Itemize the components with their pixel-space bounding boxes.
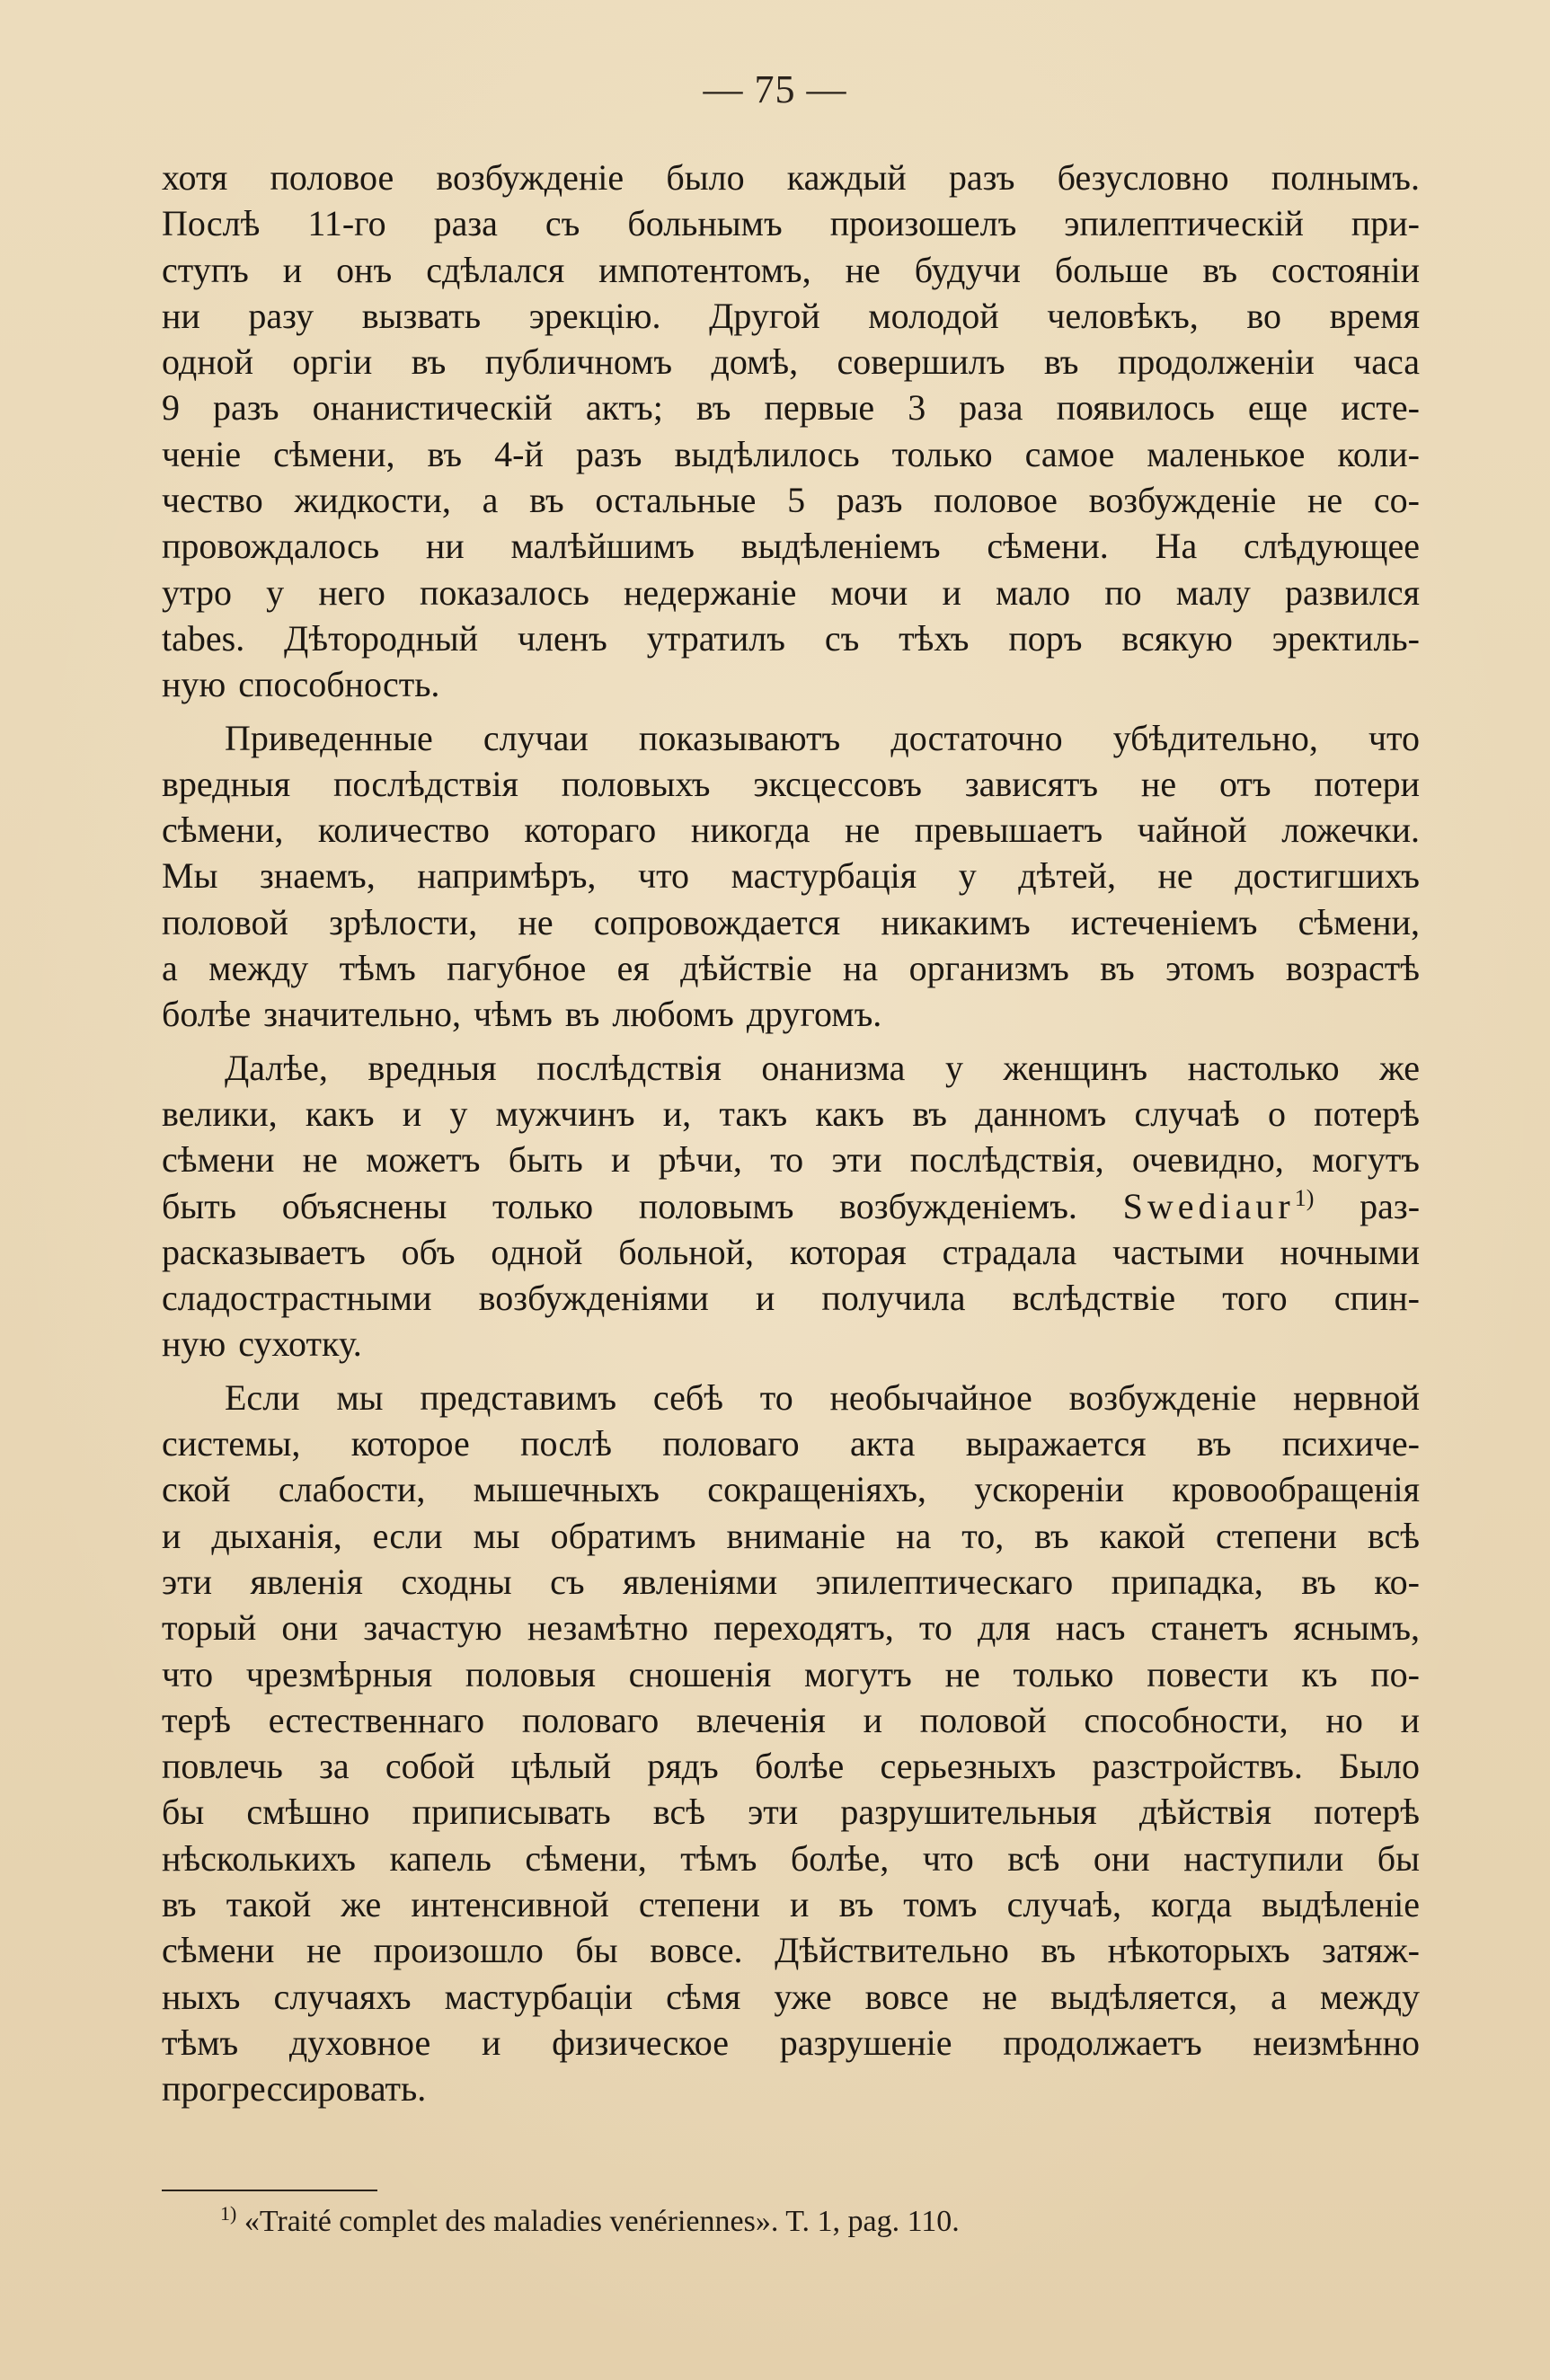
text-line: сѣмени, количество котораго никогда не превышаетъ чайной ложечки. (162, 810, 1420, 851)
text-line: 9 разъ онанистическій актъ; въ первые 3 раза появилось еще исте- (162, 387, 1420, 429)
text-line: tabes. Дѣторoдный членъ утратилъ съ тѣхъ поръ всякую эректиль- (162, 617, 1420, 659)
footnote-reference[interactable]: 1) (1294, 1184, 1315, 1211)
text-line: ступъ и онъ сдѣлался импотентомъ, не будучи больше въ состояніи (162, 249, 1420, 290)
text-line: хотя половое возбужденіе было каждый разъ безусловно полнымъ. (162, 157, 1420, 198)
text-line: провождалось ни малѣйшимъ выдѣленіемъ сѣмени. На слѣдующее (162, 526, 1420, 567)
text-line: нѣсколькихъ капель сѣмени, тѣмъ болѣе, что всѣ они наступили бы (162, 1837, 1420, 1879)
footnote-text: «Traité complet des maladies venériennes». T. 1, pag. 110. (244, 2205, 960, 2238)
paragraph-2 (162, 715, 1420, 1038)
page-number: — 75 — (703, 67, 847, 111)
text-line: прогрессировать. (162, 2068, 427, 2110)
text-line: чество жидкости, а въ остальные 5 разъ половое возбужденіе не со- (162, 480, 1420, 521)
author-name: Swediaur (1122, 1185, 1295, 1226)
text-line: ную способность. (162, 664, 440, 705)
text-line: Если мы представимъ себѣ то необычайное возбужденіе нервной (225, 1376, 1420, 1418)
text-line: ской слабости, мышечныхъ сокращеніяхъ, ускореніи кровообращенія (162, 1469, 1420, 1510)
text-line: ную сухотку. (162, 1323, 362, 1365)
text-line: сѣмени не произошло бы вовсе. Дѣйствительно въ нѣкоторыхъ затяж- (162, 1930, 1420, 1971)
text-line: терѣ естественнаго половаго влеченія и половой способности, но и (162, 1699, 1420, 1740)
footnote-mark: 1) (220, 2202, 237, 2225)
text-line: одной оргіи въ публичномъ домѣ, совершилъ въ продолженіи часа (162, 341, 1420, 383)
text-line: бы смѣшно приписывать всѣ эти разрушительныя дѣйствія потерѣ (162, 1792, 1420, 1833)
text-line: и дыханія, если мы обратимъ вниманіе на то, въ какой степени всѣ (162, 1515, 1420, 1556)
paragraph-4 (162, 1375, 1420, 2112)
text-line: тѣмъ духовное и физическое разрушеніе продолжаетъ неизмѣнно (162, 2022, 1420, 2063)
text-line-with-author (162, 1183, 1420, 1229)
text-line: торый они зачастую незамѣтно переходятъ, то для насъ станетъ яснымъ, (162, 1607, 1420, 1649)
text-line: Мы знаемъ, напримѣръ, что мастурбація у дѣтей, не достигшихъ (162, 855, 1420, 897)
text-line: повлечь за собой цѣлый рядъ болѣе серьезныхъ разстройствъ. Было (162, 1746, 1420, 1787)
text-segment: раз- (1360, 1185, 1420, 1226)
text-segment: быть объяснены только половымъ возбужденіемъ. (162, 1185, 1077, 1226)
text-line: сѣмени не можетъ быть и рѣчи, то эти послѣдствія, очевидно, могутъ (162, 1139, 1420, 1181)
text-line: а между тѣмъ пагубное ея дѣйствіе на организмъ въ этомъ возрастѣ (162, 948, 1420, 989)
text-line: ныхъ случаяхъ мастурбаціи сѣмя уже вовсе не выдѣляется, а между (162, 1976, 1420, 2017)
paragraph-1 (162, 155, 1420, 708)
text-line: Далѣе, вредныя послѣдствія онанизма у женщинъ настолько же (225, 1047, 1420, 1088)
text-line: системы, которое послѣ половаго акта выражается въ психиче- (162, 1423, 1420, 1464)
text-line: вредныя послѣдствія половыхъ эксцессовъ зависятъ не отъ потери (162, 763, 1420, 804)
text-line: эти явленія сходны съ явленіями эпилептическаго припадка, въ ко- (162, 1561, 1420, 1602)
footnote-divider (162, 2190, 377, 2191)
paragraph-3 (162, 1045, 1420, 1367)
text-line: велики, какъ и у мужчинъ и, такъ какъ въ данномъ случаѣ о потерѣ (162, 1093, 1420, 1134)
body-text (162, 155, 1420, 2111)
text-line: сладострастными возбужденіями и получила вслѣдствіе того спин- (162, 1278, 1420, 1319)
footnote (220, 2201, 960, 2243)
text-line: утро у него показалось недержаніе мочи и мало по малу развился (162, 571, 1420, 613)
text-line: ни разу вызвать эрекцію. Другой молодой человѣкъ, во время (162, 295, 1420, 336)
text-line: Приведенные случаи показываютъ достаточно убѣдительно, что (225, 717, 1420, 758)
text-line: болѣе значительно, чѣмъ въ любомъ другомъ. (162, 994, 882, 1035)
text-line: ченіе сѣмени, въ 4-й разъ выдѣлилось только самое маленькое коли- (162, 433, 1420, 474)
text-line: половой зрѣлости, не сопровождается никакимъ истеченіемъ сѣмени, (162, 901, 1420, 942)
text-line: расказываетъ объ одной больной, которая страдала частыми ночными (162, 1231, 1420, 1272)
text-line: въ такой же интенсивной степени и въ томъ случаѣ, когда выдѣленіе (162, 1883, 1420, 1924)
text-line: что чрезмѣрныя половыя сношенія могутъ не только повести къ по- (162, 1653, 1420, 1694)
text-line: Послѣ 11-го раза съ больнымъ произошелъ эпилептическій при- (162, 203, 1420, 244)
